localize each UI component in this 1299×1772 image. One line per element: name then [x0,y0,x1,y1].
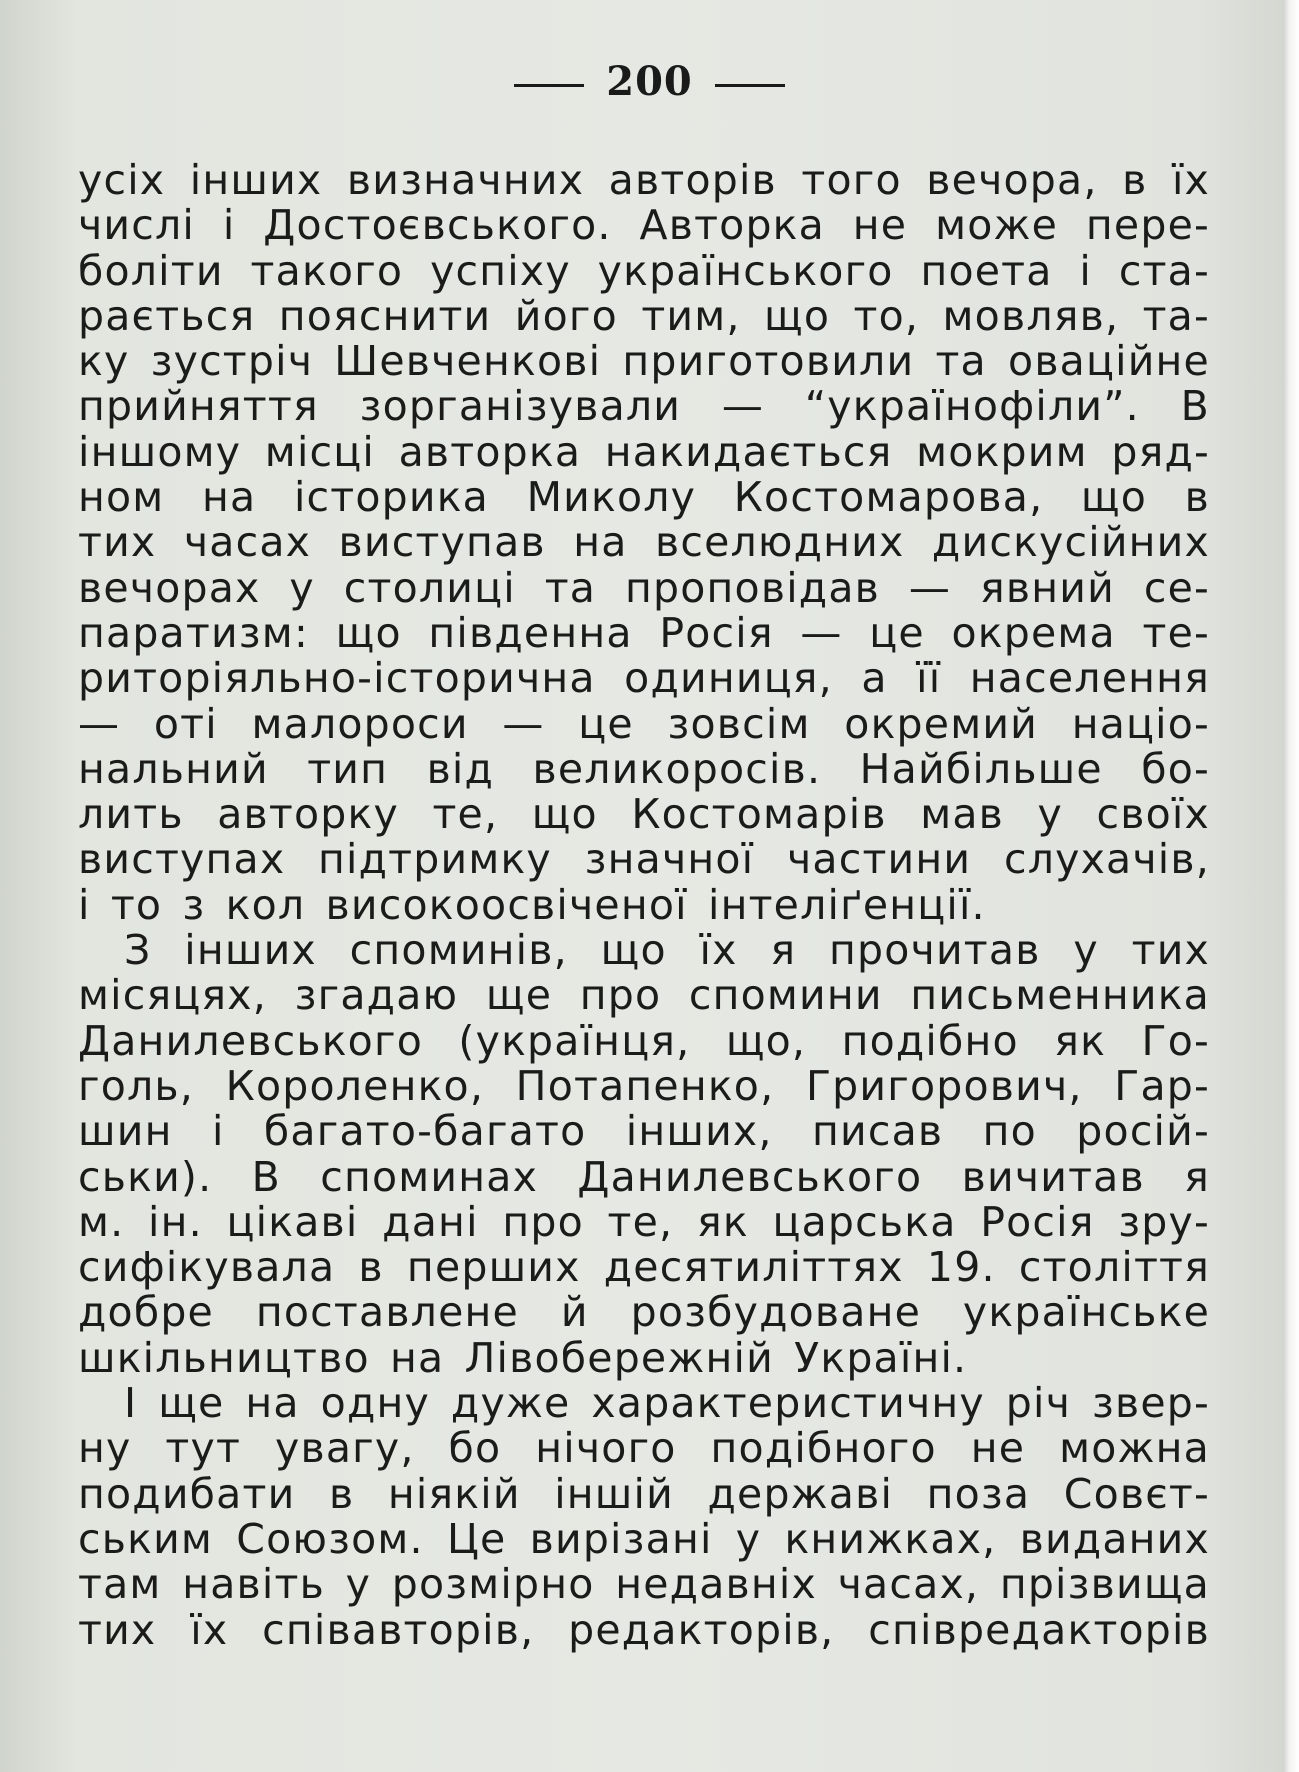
text-line: ном на історика Миколу Костомарова, що в [78,475,1210,521]
header-dash-left [514,84,584,87]
text-line: шкільництво на Лівобережній Україні. [78,1335,968,1382]
text-line: рається пояснити його тим, що то, мовляв, та- [78,293,1210,340]
text-line: паратизм: що південна Росія — це окрема те- [78,610,1210,657]
text-line: вечорах у столиці та проповідав — явний се- [78,565,1210,611]
page-number: 200 [606,58,693,105]
text-line: Данилевського (українця, що, подібно як Го- [78,1018,1210,1064]
text-line: м. ін. цікаві дані про те, як царська Росія зру- [78,1199,1210,1246]
text-line: ну тут увагу, бо нічого подібного не можна [78,1426,1210,1472]
text-line: прийняття зорганізували — “українофіли”. В [78,384,1210,430]
text-line: місяцях, згадаю ще про спомини письменника [78,973,1210,1019]
text-line: ським Союзом. Це вирізані у книжках, виданих [78,1516,1210,1563]
text-line: нальний тип від великоросів. Найбільше бо- [78,746,1210,793]
text-line: там навіть у розмірно недавніх часах, прізвища [78,1562,1210,1608]
text-line: добре поставлене й розбудоване українське [78,1290,1210,1336]
text-line: тих часах виступав на вселюдних дискусійних [78,520,1210,566]
page-header [0,58,1299,105]
text-line: тих їх співавторів, редакторів, співредакторів [78,1607,1210,1653]
text-line: сифікувала в перших десятиліттях 19. століття [78,1245,1210,1291]
text-line: іншому місці авторка накидається мокрим ряд- [78,429,1210,476]
header-dash-right [715,84,785,87]
text-line: усіх інших визначних авторів того вечора, в їх [78,158,1210,204]
text-line: риторіяльно-історична одиниця, а її населення [78,656,1210,702]
text-line: ку зустріч Шевченкові приготовили та оваційне [78,339,1210,385]
text-line: — оті малороси — це зовсім окремий націо- [78,701,1210,747]
text-line: і то з кол високоосвіченої інтеліґенції. [78,882,986,929]
text-line: голь, Короленко, Потапенко, Григорович, Гар- [78,1063,1210,1110]
page-body-text [78,158,1210,1653]
text-line: числі і Достоєвського. Авторка не може пере- [78,203,1210,249]
text-line: боліти такого успіху українського поета і ста- [78,248,1210,294]
text-line: З інших споминів, що їх я прочитав у тих [124,928,1210,974]
text-line: шин і багато-багато інших, писав по росій- [78,1109,1210,1155]
text-line: І ще на одну дуже характеристичну річ звер- [124,1381,1210,1427]
page-edge [1283,0,1299,1772]
text-line: подибати в ніякій іншій державі поза Совєт- [78,1471,1210,1517]
text-line: виступах підтримку значної частини слухачів, [78,837,1210,883]
text-line: лить авторку те, що Костомарів мав у своїх [78,792,1210,838]
text-line: ськи). В споминах Данилевського вичитав я [78,1154,1210,1200]
